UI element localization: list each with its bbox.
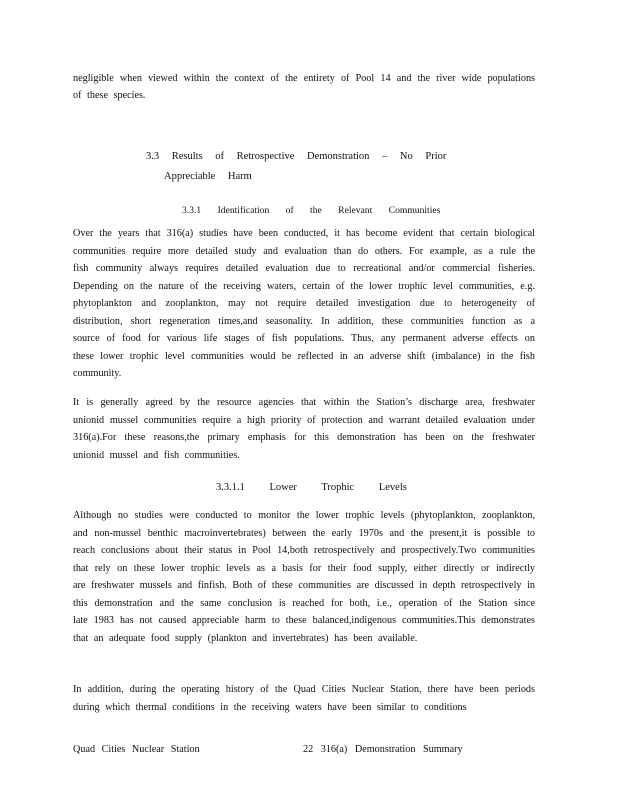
paragraph-3-3-1-b: It is generally agreed by the resource agencies that within the Station’s discharge area, freshwater unionid mussel communities require a high priority of protection and warrant detailed evaluation under 316(a).For these reasons,the primary emphasis for this demonstration has been on the freshwater unionid mussel and fish communities. — [73, 397, 535, 461]
footer-station-name: Quad Cities Nuclear Station — [73, 744, 200, 755]
section-heading-3-3-1-1: 3.3.1.1 Lower Trophic Levels — [216, 482, 407, 493]
section-heading-3-3 — [146, 147, 486, 187]
paragraph-3-3-1-1-a: Although no studies were conducted to monitor the lower trophic levels (phytoplankton, zooplankton, and non-mussel benthic macroinvertebrates) between the early 1970s and the present,it is possible to reach conclusions about their status in Pool 14,both retrospectively and prospectively.Two communities that rely on these lower trophic levels as a basis for their food supply, either directly or indirectly are freshwater mussels and finfish. Both of these communities are discussed in depth retrospectively in this demonstration and the same conclusion is reached for both, i.e., operation of the Station since late 1983 has not caused appreciable harm to these balanced,indigenous communities.This demonstrates that an adequate food supply (plankton and invertebrates) has been available. — [73, 510, 535, 644]
section-heading-3-3-1: 3.3.1 Identification of the Relevant Communities — [182, 205, 441, 216]
paragraph-3-3-1-a: Over the years that 316(a) studies have been conducted, it has become evident that certain biological communities require more detailed study and evaluation than do others. For example, as a rule the fish community always requires detailed evaluation due to recreational and/or commercial fisheries. Depending on the nature of the receiving waters, certain of the lower trophic level communities, e.g. phytoplankton and zooplankton, may not require detailed investigation due to heterogeneity of distribution, short regeneration times,and seasonality. In addition, these communities function as a source of food for various life stages of fish populations. Thus, any permanent adverse effects on these lower trophic level communities would be reflected in an adverse shift (imbalance) in the fish community. — [73, 228, 535, 379]
paragraph-3-3-1-1-b: In addition, during the operating history of the Quad Cities Nuclear Station, there have been periods during which thermal conditions in the receiving waters have been similar to conditions — [73, 684, 535, 713]
section-heading-3-3-line2: Appreciable Harm — [164, 171, 252, 182]
paragraph-intro-tail: negligible when viewed within the context of the entirety of Pool 14 and the river wide populations of these species. — [73, 73, 535, 102]
section-heading-3-3-line1: 3.3 Results of Retrospective Demonstration – No Prior — [146, 151, 447, 162]
footer-page-title: 22 316(a) Demonstration Summary — [303, 744, 463, 755]
